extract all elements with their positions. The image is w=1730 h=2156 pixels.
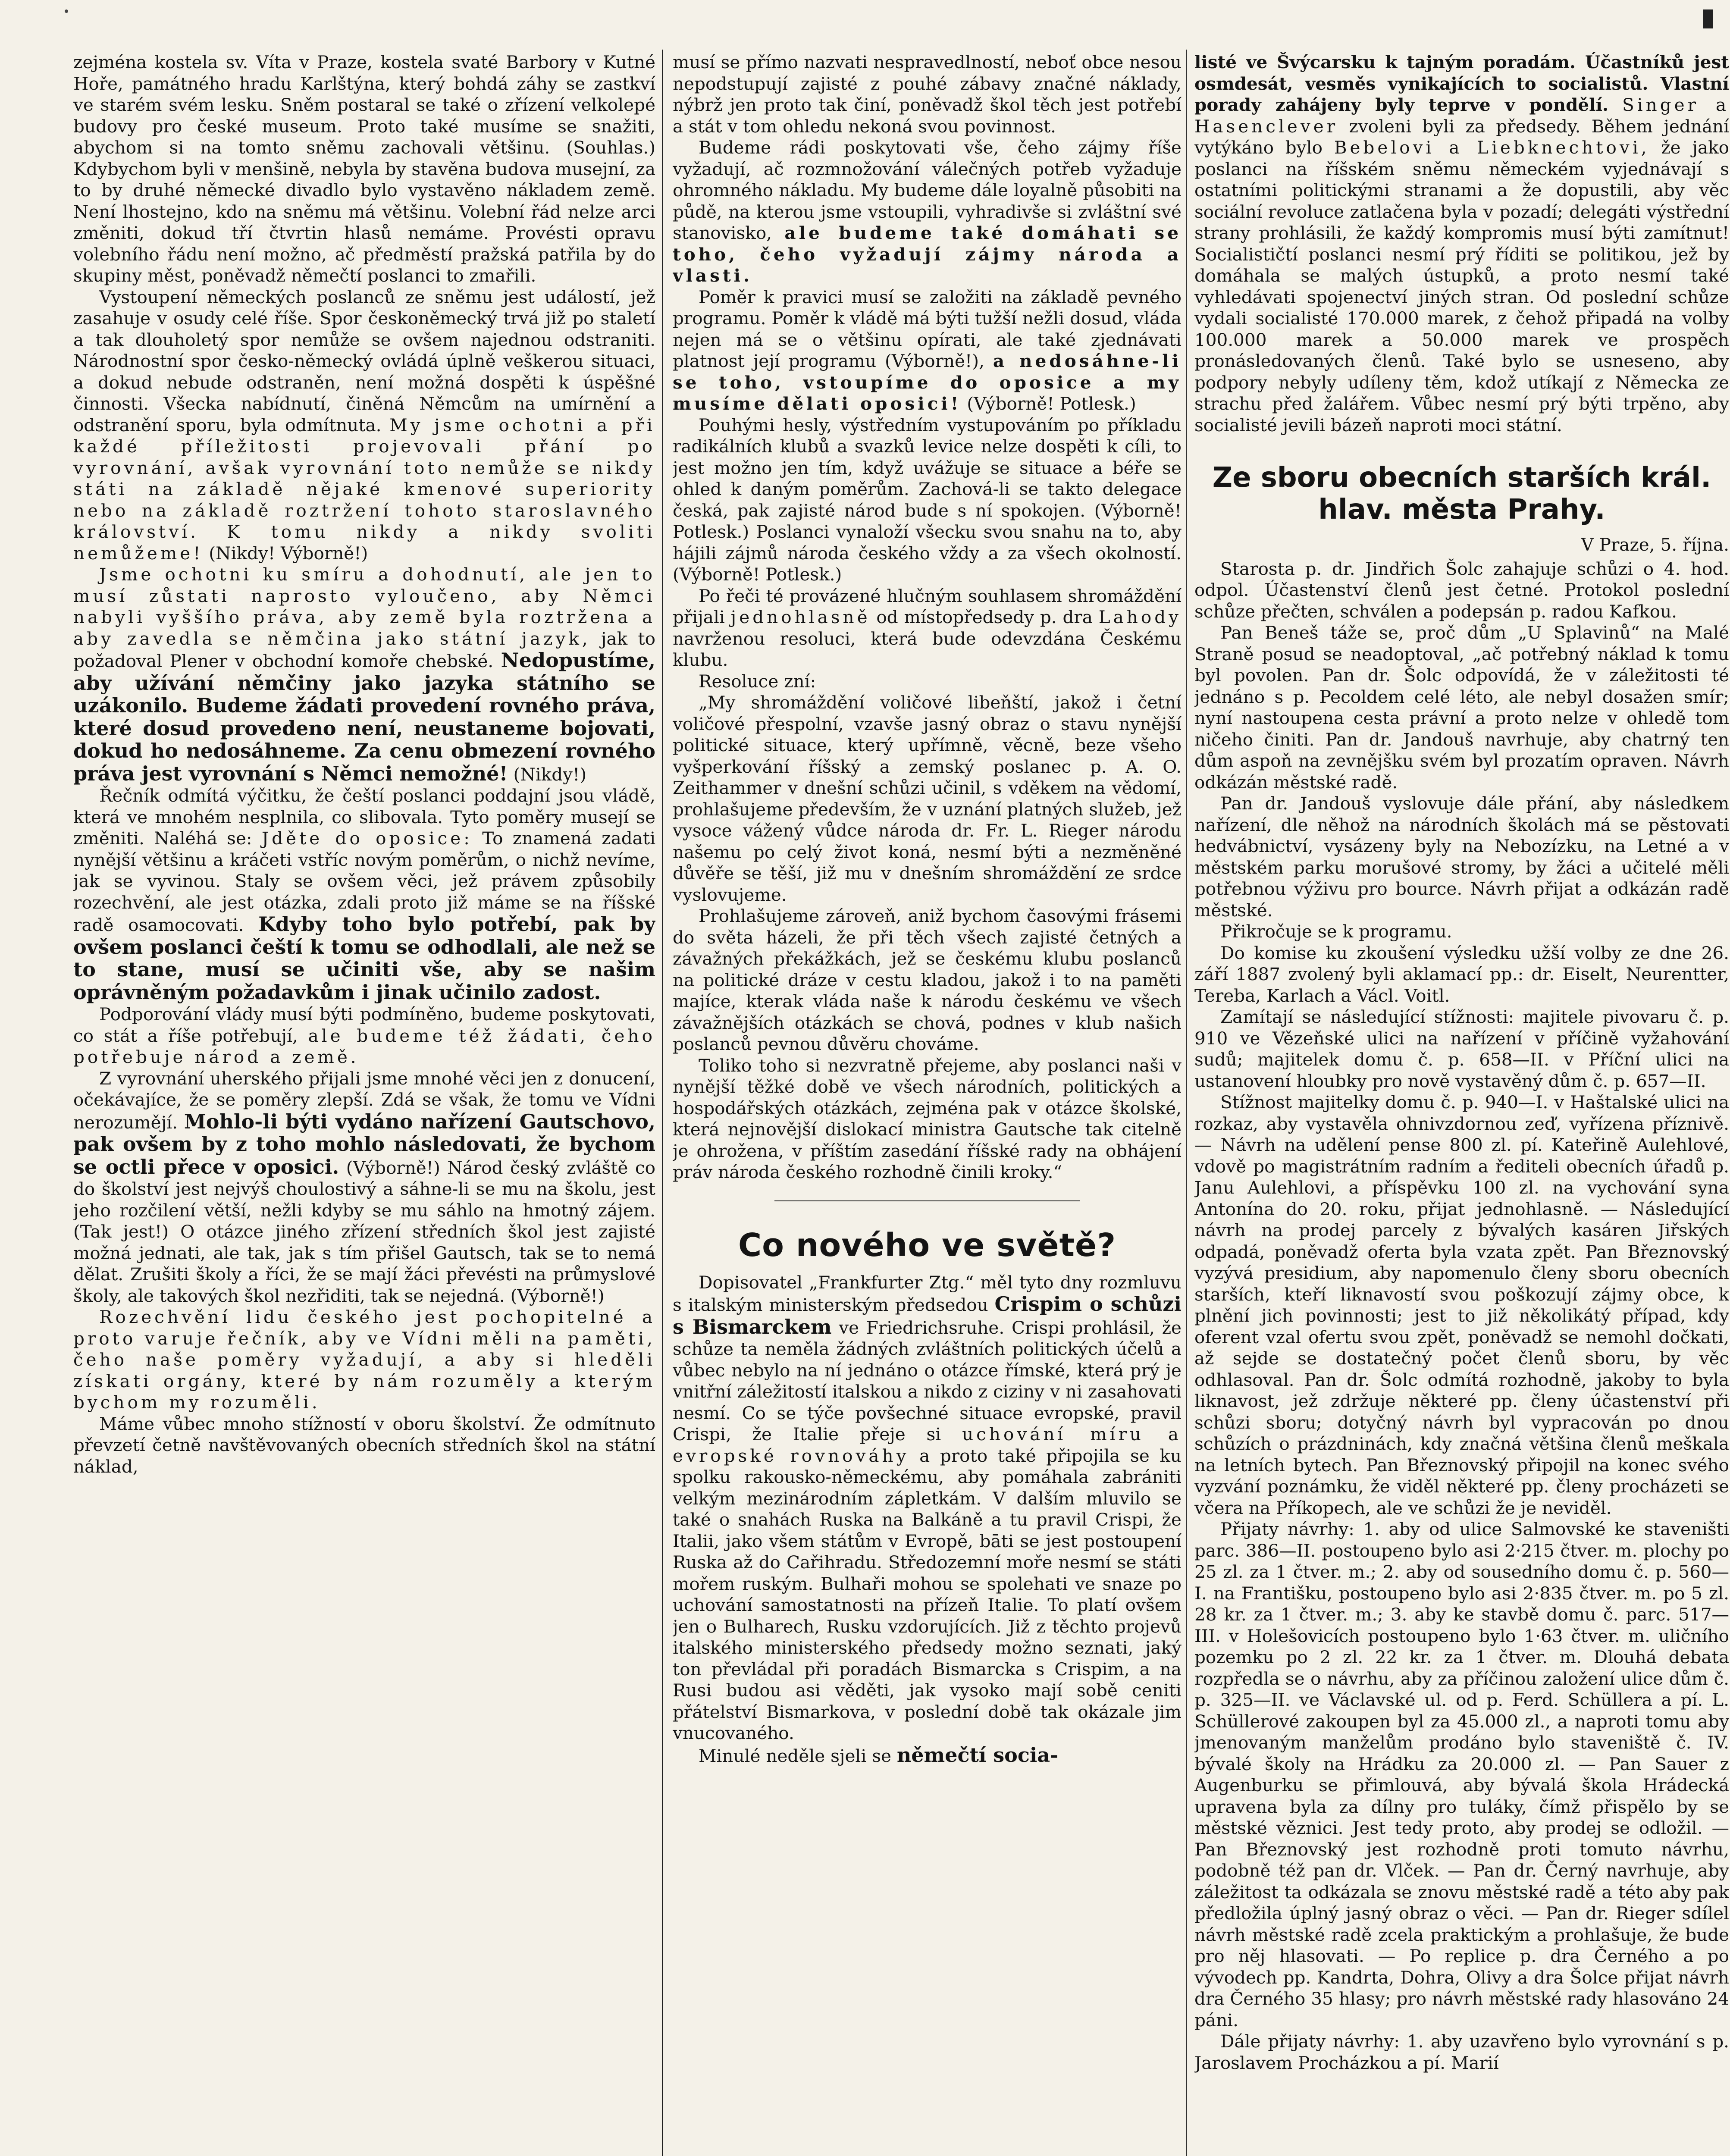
column-left xyxy=(73,52,655,2156)
paragraph: Dopisovatel „Frankfurter Ztg.“ měl tyto dny rozmluvu s italským ministerským předsedou Crispim o schůzi s Bismarckem ve Friedrichsruhe. Crispi prohlásil, že schůze ta neměla žádných zvláštních politických účelů a vůbec nebylo na ní jednáno o otázce římské, která prý je vnitřní záležitostí italskou a nikdo z ciziny v ni zasahovati nesmí. Co se týče povšechné situace evropské, pravil Crispi, že Italie přeje si uchování míru a evropské rovnováhy a proto také připojila se ku spolku rakousko-německému, aby pomáhala zabrániti velkým mezinárodním zápletkám. V dalším mluvilo se také o snahách Ruska na Balkáně a tu pravil Crispi, že Italii, jako všem státům v Evropě, bāti se jest postoupení Ruska až do Cařihradu. Středozemní moře nesmí se státi mořem ruským. Bulhaři mohou se spolehati ve snaze po uchování samostatnosti na přízeň Italie. To platí ovšem jen o Bulharech, Rusku vzdorujících. Již z těchto projevů italského ministerského předsedy možno seznati, jaký ton převládal při poradách Bismarcka s Crispim, a na Rusi budou asi věděti, jak vysoko mají sobě ceniti přátelství Bismarkova, v poslední době tak okázale jim vnucovaného. xyxy=(673,1272,1182,1743)
paragraph: Minulé neděle sjeli se němečtí socia- xyxy=(699,1743,1059,1767)
headline-line: hlav. města Prahy. xyxy=(1318,494,1605,526)
paragraph: Toliko toho si nezvratně přejeme, aby poslanci naši v nynější těžké době ve všech národních, politických a hospodářských otázkách, zejména pak v otázce školské, která nejnovější dislokací ministra Gautsche tak citelně je ohrožena, v příštím zasedání říšské rady na obhájení práv národa českého rozhodně činili kroky.“ xyxy=(673,1055,1182,1182)
paragraph: Z vyrovnání uherského přijali jsme mnohé věci jen z donucení, očekávajíce, že se poměry zlepší. Zdá se však, že tomu ve Vídni nerozumějí. Mohlo-li býti vydáno nařízení Gautschovo, pak ovšem by z toho mohlo následovati, že bychom se octli přece v oposici. (Výborně!) Národ český zvláště co do školství jest nejvýš choulostivý a sáhne-li se mu na školu, jest jeho rozčilení větší, nežli kdyby se mu sáhlo na hmotný zájem. (Tak jest!) O otázce jiného zřízení středních škol jest zajisté možná jednati, ale tak, jak s tím přišel Gautsch, tak se to nemá dělat. Zrušiti školy a říci, že se mají žáci převésti na průmyslové školy, ale takových škol nezřiditi, tak se nejedná. (Výborně!) xyxy=(73,1068,655,1306)
section-headline xyxy=(1194,462,1729,526)
paragraph: Do komise ku zkoušení výsledku užší volby ze dne 26. září 1887 zvolený byli aklamací pp.: dr. Eiselt, Neurentter, Tereba, Karlach a Václ. Voitl. xyxy=(1194,942,1729,1006)
paragraph: listé ve Švýcarsku k tajným poradám. Účastníků jest osmdesát, vesměs vynikajících to socialistů. Vlastní porady zahájeny byly teprve v pondělí. Singer a Hasenclever zvoleni byli za předsedy. Během jednání vytýkáno bylo Bebelovi a Liebknechtovi, že jako poslanci na říšském sněmu německém vyjednávají s ostatními politickými stranami a že dopustili, aby věc sociální revoluce zatlačena byla v pozadí; delegáti výstřední strany prohlásili, že každý kompromis musí býti zamítnut! Socialističtí poslanci nesmí prý říditi se politikou, jež by domáhala se malých ústupků, a proto nesmí také vyhledávati spojenectví jiných stran. Od poslední schůze vydali socialisté 170.000 marek, z čehož připadá na volby 100.000 marek a 50.000 marek ve prospěch pronásledovaných členů. Také bylo se usneseno, aby podpory nebyly udíleny těm, kdož utíkají z Německa ze strachu před žalářem. Vůbec nesmí prý býti trpěno, aby socialisté jevili bázeň naproti moci státní. xyxy=(1194,52,1729,436)
paragraph: Rozechvění lidu českého jest pochopitelné a proto varuje řečník, aby ve Vídni měli na paměti, čeho naše poměry vyžadují, a aby si hleděli získati orgány, které by nám rozuměly a kterým bychom my rozuměli. xyxy=(73,1307,655,1413)
page-edge-mark xyxy=(1703,9,1713,28)
paragraph: Dále přijaty návrhy: 1. aby uzavřeno bylo vyrovnání s p. Jaroslavem Procházkou a pí. Marií xyxy=(1194,2031,1729,2073)
paragraph: Přikročuje se k programu. xyxy=(1220,921,1452,942)
paragraph: Budeme rádi poskytovati vše, čeho zájmy říše vyžadují, ač rozmnožování válečných potřeb vyžaduje ohromného nákladu. My budeme dále loyalně působiti na půdě, na kterou jsme vstoupili, vyhradivše si zvláštní své stanovisko, ale budeme také domáhati se toho, čeho vyžadují zájmy národa a vlasti. xyxy=(673,137,1182,286)
paragraph: Starosta p. dr. Jindřich Šolc zahajuje schůzi o 4. hod. odpol. Účastenství členů jest četné. Protokol poslední schůze přečten, schválen a podepsán p. radou Kafkou. xyxy=(1194,558,1729,622)
paragraph: Pan dr. Jandouš vyslovuje dále přání, aby následkem nařízení, dle něhož na národních školách má se pěstovati hedvábnictví, vysázeny byly na Nebozízku, na Letné a v městském parku morušové stromy, by žáci a učitelé měli potřebnou výživu pro bource. Návrh přijat a odkázán radě městské. xyxy=(1194,793,1729,921)
paragraph: zejména kostela sv. Víta v Praze, kostela svaté Barbory v Kutné Hoře, památného hradu Karlštýna, který bohdá záhy se zastkví ve starém svém lesku. Sněm postaral se také o zřízení velkolepé budovy pro české museum. Proto také musíme se snažiti, abychom si na tomto sněmu zachovali většinu. (Souhlas.) Kdybychom byli v menšině, nebyla by stavěna budova musejní, za to by druhé německé divadlo bylo vystavěno nákladem země. Není lhostejno, kdo na sněmu má většinu. Volební řád nelze arci změniti, dokud tří čtvrtin hlasů nemáme. Provésti opravu volebního řádu není možno, ač předměstí pražská patřila by do skupiny měst, poněvadž němečtí poslanci to zmařili. xyxy=(73,52,655,286)
paragraph: Podporování vlády musí býti podmíněno, budeme poskytovati, co stát a říše potřebují, ale budeme též žádati, čeho potřebuje národ a země. xyxy=(73,1004,655,1067)
section-headline: Co nového ve světě? xyxy=(738,1226,1116,1264)
paragraph: Po řeči té provázené hlučným souhlasem shromáždění přijali jednohlasně od místopředsedy p. dra Lahody navrženou resoluci, která bude odevzdána Českému klubu. xyxy=(673,585,1182,670)
column-rule xyxy=(1186,50,1187,2156)
paragraph: Řečník odmítá výčitku, že čeští poslanci poddajní jsou vládě, která ve mnohém nesplnila, co slibovala. Tyto poměry musejí se změniti. Naléhá se: Jděte do oposice: To znamená zadati nynější většinu a kráčeti vstříc novým poměrům, o nichž nevíme, jak se vyvinou. Staly se ovšem věci, jež právem způsobily rozechvění, ale jest otázka, zdali proto již máme se na říšské radě osamocovati. Kdyby toho bylo potřebí, pak by ovšem poslanci čeští k tomu se odhodlali, ale než se to stane, musí se učiniti vše, aby se našim oprávněným požadavkům i jinak učinilo zadost. xyxy=(73,785,655,1004)
paragraph: Jsme ochotni ku smíru a dohodnutí, ale jen to musí zůstati naprosto vyloučeno, aby Němci nabyli vyššího práva, aby země byla roztržena a aby zavedla se němčina jako státní jazyk, jak to požadoval Plener v obchodní komoře chebské. Nedopustíme, aby užívání němčiny jako jazyka státního se uzákonilo. Budeme žádati provedení rovného práva, které dosud provedeno není, neustaneme bojovati, dokud ho nedosáhneme. Za cenu obmezení rovného práva jest vyrovnání s Němci nemožné! (Nikdy!) xyxy=(73,564,655,785)
paragraph: Vystoupení německých poslanců ze sněmu jest událostí, jež zasahuje v osudy celé říše. Spor českoněmecký trvá již po staletí a tak dlouholetý spor nemůže se ovšem najednou odstraniti. Národnostní spor česko-německý ovládá úplně veškerou situaci, a dokud nebude odstraněn, není možná dospěti k úspěšné činnosti. Všecka nabídnutí, činěná Němcům na umírnění a odstranění sporu, byla odmítnuta. My jsme ochotni a při každé příležitosti projevovali přání po vyrovnání, avšak vyrovnání toto nemůže se nikdy státi na základě nějaké kmenové superiority nebo na základě roztržení tohoto staroslavného království. K tomu nikdy a nikdy svoliti nemůžeme! (Nikdy! Výborně!) xyxy=(73,286,655,564)
paragraph: Máme vůbec mnoho stížností v oboru školství. Že odmítnuto převzetí četně navštěvovaných obecních středních škol na státní náklad, xyxy=(73,1413,655,1477)
column-right xyxy=(1194,52,1729,2156)
paragraph: Prohlašujeme zároveň, aniž bychom časovými frásemi do světa házeli, že při těch všech zajisté četných a závažných překážkách, jež se českému klubu poslanců na politické dráze v cestu kladou, jakož i to na paměti majíce, kterak vláda naše k národu českému ve všech závažnějších otázkách se chová, podnes v klub našich poslanců pevnou důvěru chováme. xyxy=(673,906,1182,1054)
paragraph: Pouhými hesly, výstředním vystupováním po příkladu radikálních klubů a svazků levice nelze dospěti k cíli, to jest možno jen tím, když uvážuje se situace a béře se ohled k daným poměrům. Zachová-li se takto delegace česká, pak zajisté národ bude s ní spokojen. (Výborně! Potlesk.) Poslanci vynaloží všecku svou snahu na to, aby hájili zájmů národa českého vždy a za všech okolností. (Výborně! Potlesk.) xyxy=(673,414,1182,585)
paragraph: „My shromáždění voličové libeňští, jakož i četní voličové přespolní, vzavše jasný obraz o stavu nynější politické situace, který upřímně, věcně, beze všeho vyšperkování říšský a zemský poslanec p. A. O. Zeithammer v dnešní schůzi učinil, s vděkem na vědomí, prohlašujeme především, že v uznání platných služeb, jež vysoce vážený vůdce národa dr. Fr. L. Rieger národu našemu po celý život koná, nesmí býti a nezměněné důvěře se těší, již mu v dnešním shromáždění ze srdce vyslovujeme. xyxy=(673,692,1182,905)
paragraph: Přijaty návrhy: 1. aby od ulice Salmovské ke staveništi parc. 386—II. postoupeno bylo asi 2·215 čtver. m. plochy po 25 zl. za 1 čtver. m.; 2. aby od sousedního domu č. p. 560—I. na Františku, postoupeno bylo asi 2·835 čtver. m. po 5 zl. 28 kr. za 1 čtver. m.; 3. aby ke stavbě domu č. parc. 517—III. v Holešovicích postoupeno bylo 1·63 čtver. m. uličního pozemku po 2 zl. 22 kr. za 1 čtver. m. Dlouhá debata rozpředla se o návrhu, aby za příčinou založení ulice dům č. p. 325—II. ve Václavské ul. od p. Ferd. Schüllera a pí. L. Schüllerové zakoupen byl za 45.000 zl., a naproti tomu aby jmenovaným manželům prodáno bylo staveniště č. IV. bývalé školy na Hrádku za 20.000 zl. — Pan Sauer z Augenburku se přimlouvá, aby bývalá škola Hrádecká upravena byla za dílny pro tuláky, čímž přispělo by se městské věznici. Jest tedy proto, aby prodej se odložil. — Pan Březnovský jest rozhodně proti tomuto návrhu, podobně též pan dr. Vlček. — Pan dr. Černý navrhuje, aby záležitost ta odkázala se znovu městské radě a této aby pak předložila úplný jasný obraz o věci. — Pan dr. Rieger sdílel návrh městské radě zcela praktickým a prohlašuje, že bude pro něj hlasovati. — Po replice p. dra Černého a po vývodech pp. Kandrta, Dohra, Olivy a dra Šolce přijat návrh dra Černého 35 hlasy; pro návrh městské rady hlasováno 24 páni. xyxy=(1194,1519,1729,2031)
print-speck xyxy=(65,9,68,13)
section-divider xyxy=(774,1200,1080,1201)
paragraph: Zamítají se následující stížnosti: majitele pivovaru č. p. 910 ve Vězeňské ulici na nařízení v příčině vyžahování sudů; majitelek domu č. p. 658—II. v Příční ulici na ustanovení hloubky pro nově vystavěný dům č. p. 657—II. xyxy=(1194,1006,1729,1091)
paragraph: Stížnost majitelky domu č. p. 940—I. v Haštalské ulici na rozkaz, aby vystavěla ohnivzdornou zeď, vyřízena příznivě. — Návrh na udělení pense 800 zl. pí. Kateřině Aulehlové, vdově po magistrátním radním a řediteli obecních úřadů p. Janu Aulehlovi, a příspěvku 100 zl. na vychování syna Antonína do 20. roku, přijat jednohlasně. — Následující návrh na prodej parcely z bývalých kasáren Jiřských odpadá, poněvadž oferta byla vzata zpět. Pan Březnovský vyzývá presidium, aby napomenulo členy sboru obecních starších, kteří liknavostí svou poškozují zájmy obce, k plnění jich povinnosti; jest to již několikátý případ, kdy oferent vzal ofertu svou zpět, poněvadž se nemohl dočkati, až sejde se dostatečný počet členů sboru, by věc odhlasoval. Pan dr. Šolc odmítá rozhodně, jakoby to byla liknavost, jež zdržuje některé pp. členy účastenství při schůzi sboru; dotyčný návrh byl vypracován po dnou schůzích o prázdninách, kdy značná většina členů meškala na letních bytech. Pan Březnovský připojil na konec svého vyzvání poznámku, že viděl některé pp. členy procházeti se včera na Příkopech, ale ve schůzi že je neviděl. xyxy=(1194,1092,1729,1518)
paragraph: Resoluce zní: xyxy=(699,671,816,692)
dateline: V Praze, 5. října. xyxy=(1581,534,1729,555)
paragraph: musí se přímo nazvati nespravedlností, neboť obce nesou nepodstupují zajisté z pouhé zábavy značné náklady, nýbrž jen proto tak činí, poněvadž škol těch jest potřebí a stát v tom ohledu nekoná svou povinnost. xyxy=(673,52,1182,137)
paragraph: Poměr k pravici musí se založiti na základě pevného programu. Poměr k vládě má býti tužší nežli dosud, vláda nejen má se o většinu opírati, ale také zjednávati platnost její programu (Výborně!), a nedosáhne-li se toho, vstoupíme do oposice a my musíme dělati oposici! (Výborně! Potlesk.) xyxy=(673,286,1182,414)
paragraph: Pan Beneš táže se, proč dům „U Splavinů“ na Malé Straně posud se neadoptoval, „ač potřebný náklad k tomu byl povolen. Pan dr. Šolc odpovídá, že v záležitosti té jednáno s p. Pecoldem celé léto, ale nebyl dosažen smír; nyní nastoupena cesta právní a proto nelze v ohledě tom ničeho činiti. Pan dr. Jandouš navrhuje, aby chatrný ten dům aspoň na zevnějšku svém byl prozatím opraven. Návrh odkázán městské radě. xyxy=(1194,622,1729,793)
column-rule xyxy=(662,50,663,2156)
column-middle xyxy=(673,52,1182,2156)
headline-line: Ze sboru obecních starších král. xyxy=(1212,462,1711,494)
